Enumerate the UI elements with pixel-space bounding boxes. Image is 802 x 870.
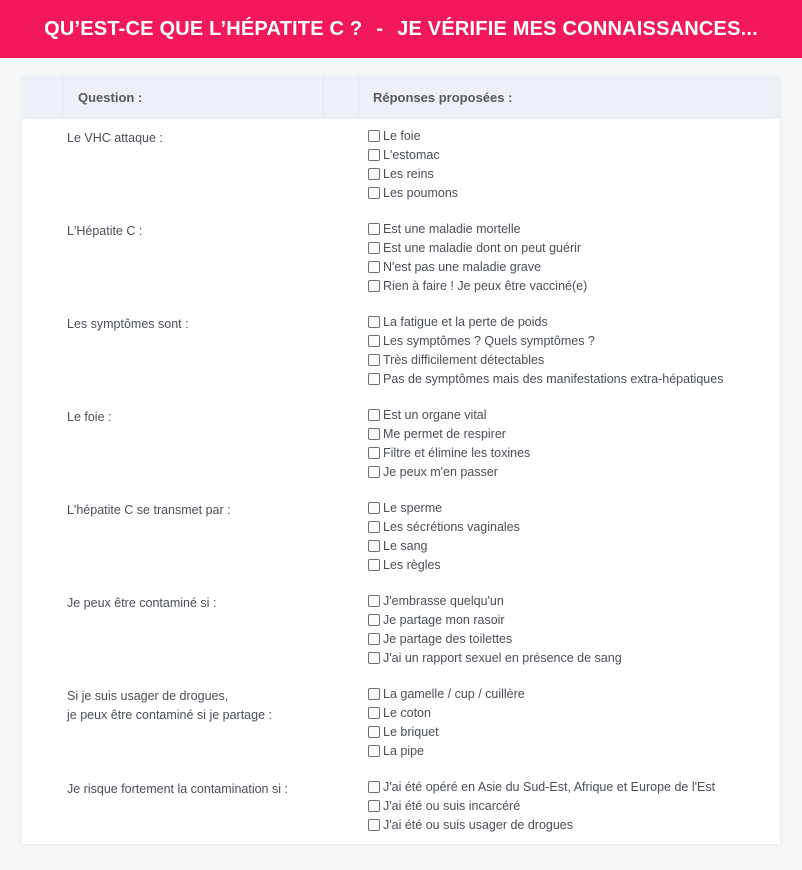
answer-checkbox[interactable] — [368, 466, 380, 478]
question-text: Les symptômes sont : — [67, 317, 189, 331]
question-row — [22, 584, 780, 677]
question-text: Je risque fortement la contamination si : — [67, 782, 288, 796]
answer-option[interactable] — [368, 536, 778, 555]
answer-option[interactable] — [368, 555, 778, 574]
answer-checkbox[interactable] — [368, 447, 380, 459]
answer-label: Me permet de respirer — [383, 426, 506, 441]
answer-checkbox[interactable] — [368, 595, 380, 607]
question-row — [22, 119, 780, 212]
question-row — [22, 677, 780, 770]
banner-separator: - — [376, 17, 384, 40]
answer-label: Je partage des toilettes — [383, 631, 513, 646]
answer-checkbox[interactable] — [368, 187, 380, 199]
answer-options — [368, 777, 778, 834]
answer-option[interactable] — [368, 703, 778, 722]
answer-checkbox[interactable] — [368, 409, 380, 421]
answer-option[interactable] — [368, 331, 778, 350]
question-row — [22, 212, 780, 305]
answer-option[interactable] — [368, 741, 778, 760]
answer-option[interactable] — [368, 777, 778, 796]
question-row — [22, 770, 780, 870]
answer-checkbox[interactable] — [368, 745, 380, 757]
answer-option[interactable] — [368, 796, 778, 815]
question-text: L'hépatite C se transmet par : — [67, 503, 231, 517]
answer-checkbox[interactable] — [368, 168, 380, 180]
answer-checkbox[interactable] — [368, 223, 380, 235]
header-divider — [62, 76, 63, 119]
answer-label: Très difficilement détectables — [383, 352, 545, 367]
answer-label: Rien à faire ! Je peux être vacciné(e) — [383, 278, 588, 293]
answer-option[interactable] — [368, 369, 778, 388]
answer-label: Les poumons — [383, 185, 459, 200]
answer-label: N'est pas une maladie grave — [383, 259, 542, 274]
question-text: Le VHC attaque : — [67, 131, 163, 145]
answer-option[interactable] — [368, 684, 778, 703]
answer-label: Les reins — [383, 166, 434, 181]
answer-checkbox[interactable] — [368, 559, 380, 571]
answer-label: J'ai été ou suis incarcéré — [383, 798, 521, 813]
answer-checkbox[interactable] — [368, 373, 380, 385]
banner-title-right: JE VÉRIFIE MES CONNAISSANCES... — [397, 17, 758, 40]
answer-checkbox[interactable] — [368, 633, 380, 645]
answer-checkbox[interactable] — [368, 428, 380, 440]
answer-option[interactable] — [368, 462, 778, 481]
answer-option[interactable] — [368, 164, 778, 183]
answer-label: Les sécrétions vaginales — [383, 519, 520, 534]
answer-label: Je peux m'en passer — [383, 464, 498, 479]
answer-option[interactable] — [368, 145, 778, 164]
answer-label: L'estomac — [383, 147, 440, 162]
answer-option[interactable] — [368, 610, 778, 629]
answer-option[interactable] — [368, 424, 778, 443]
question-row — [22, 305, 780, 398]
answer-options — [368, 684, 778, 760]
answer-options — [368, 219, 778, 295]
answer-checkbox[interactable] — [368, 354, 380, 366]
answer-checkbox[interactable] — [368, 149, 380, 161]
answer-option[interactable] — [368, 815, 778, 834]
question-row — [22, 491, 780, 584]
question-text: L'Hépatite C : — [67, 224, 143, 238]
answer-option[interactable] — [368, 722, 778, 741]
question-text: Si je suis usager de drogues, je peux être contaminé si je partage : — [67, 689, 272, 722]
answer-options — [368, 126, 778, 202]
answer-option[interactable] — [368, 276, 778, 295]
answer-options — [368, 498, 778, 574]
answer-label: Le sang — [383, 538, 428, 553]
answer-checkbox[interactable] — [368, 819, 380, 831]
answer-option[interactable] — [368, 498, 778, 517]
quiz-banner — [0, 0, 802, 58]
banner-title-left: QU’EST-CE QUE L’HÉPATITE C ? — [44, 17, 363, 40]
answer-option[interactable] — [368, 183, 778, 202]
table-header — [22, 76, 780, 119]
answer-option[interactable] — [368, 443, 778, 462]
answer-label: Est un organe vital — [383, 407, 487, 422]
answer-checkbox[interactable] — [368, 652, 380, 664]
question-rows — [22, 119, 780, 870]
answer-checkbox[interactable] — [368, 130, 380, 142]
answer-option[interactable] — [368, 591, 778, 610]
question-text: Le foie : — [67, 410, 112, 424]
answer-checkbox[interactable] — [368, 726, 380, 738]
answer-checkbox[interactable] — [368, 502, 380, 514]
answer-option[interactable] — [368, 257, 778, 276]
answer-label: Le foie — [383, 128, 421, 143]
answer-label: Est une maladie mortelle — [383, 221, 521, 236]
answer-label: La gamelle / cup / cuillère — [383, 686, 525, 701]
answer-label: J'ai été ou suis usager de drogues — [383, 817, 574, 832]
answer-checkbox[interactable] — [368, 540, 380, 552]
header-divider — [323, 76, 324, 119]
answer-option[interactable] — [368, 238, 778, 257]
answer-checkbox[interactable] — [368, 688, 380, 700]
answer-checkbox[interactable] — [368, 707, 380, 719]
question-text: Je peux être contaminé si : — [67, 596, 217, 610]
answer-option[interactable] — [368, 648, 778, 667]
answer-label: Pas de symptômes mais des manifestations extra-hépatiques — [383, 371, 724, 386]
answer-options — [368, 312, 778, 388]
answer-label: Le briquet — [383, 724, 439, 739]
answer-options — [368, 591, 778, 667]
answer-label: La fatigue et la perte de poids — [383, 314, 548, 329]
answer-label: Le sperme — [383, 500, 443, 515]
answer-label: J'ai un rapport sexuel en présence de sang — [383, 650, 622, 665]
quiz-table — [22, 76, 780, 844]
column-header-answers: Réponses proposées : — [373, 90, 513, 105]
answer-checkbox[interactable] — [368, 335, 380, 347]
answer-checkbox[interactable] — [368, 800, 380, 812]
answer-checkbox[interactable] — [368, 261, 380, 273]
column-header-question: Question : — [78, 90, 143, 105]
answer-label: La pipe — [383, 743, 425, 758]
answer-checkbox[interactable] — [368, 521, 380, 533]
answer-option[interactable] — [368, 219, 778, 238]
question-row — [22, 398, 780, 491]
answer-checkbox[interactable] — [368, 280, 380, 292]
answer-label: J'ai été opéré en Asie du Sud-Est, Afrique et Europe de l'Est — [383, 779, 716, 794]
answer-option[interactable] — [368, 312, 778, 331]
answer-option[interactable] — [368, 405, 778, 424]
answer-option[interactable] — [368, 350, 778, 369]
answer-label: Filtre et élimine les toxines — [383, 445, 531, 460]
answer-option[interactable] — [368, 126, 778, 145]
answer-option[interactable] — [368, 517, 778, 536]
answer-checkbox[interactable] — [368, 242, 380, 254]
answer-label: Je partage mon rasoir — [383, 612, 505, 627]
answer-label: Les symptômes ? Quels symptômes ? — [383, 333, 595, 348]
answer-options — [368, 405, 778, 481]
answer-option[interactable] — [368, 629, 778, 648]
answer-label: Le coton — [383, 705, 431, 720]
header-divider — [358, 76, 359, 119]
answer-checkbox[interactable] — [368, 614, 380, 626]
answer-label: J'embrasse quelqu'un — [383, 593, 504, 608]
answer-label: Les règles — [383, 557, 441, 572]
answer-checkbox[interactable] — [368, 781, 380, 793]
answer-label: Est une maladie dont on peut guérir — [383, 240, 582, 255]
answer-checkbox[interactable] — [368, 316, 380, 328]
